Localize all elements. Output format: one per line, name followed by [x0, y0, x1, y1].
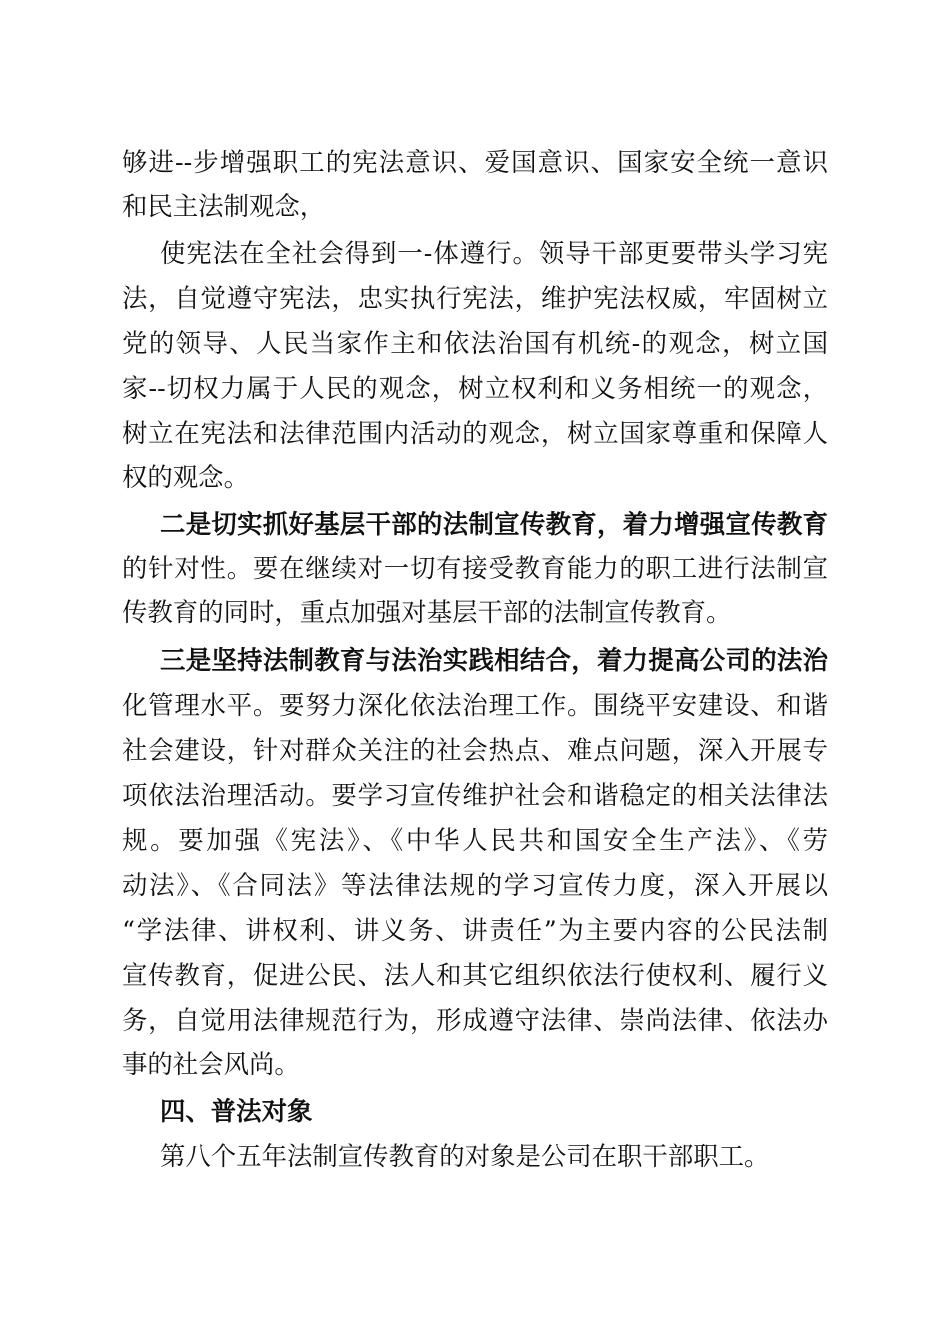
section-heading: 四、普法对象 [160, 1096, 313, 1126]
paragraph-line: 项依法治理活动。要学习宣传维护社会和谐稳定的相关法律法 [122, 780, 828, 810]
paragraph-line: “学法律、讲权利、讲义务、讲责任”为主要内容的公民法制 [122, 915, 828, 945]
paragraph-line: 传教育的同时，重点加强对基层干部的法制宣传教育。 [122, 597, 732, 627]
paragraph-line: 权的观念。 [122, 462, 249, 492]
paragraph-line: 够进--步增强职工的宪法意识、爱国意识、国家安全统一意识 [122, 147, 828, 177]
paragraph-line: 规。要加强《宪法》、《中华人民共和国安全生产法》、《劳 [122, 825, 828, 855]
paragraph-line: 法，自觉遵守宪法，忠实执行宪法，维护宪法权威，牢固树立 [122, 283, 828, 313]
paragraph-line: 使宪法在全社会得到一-体遵行。领导干部更要带头学习宪 [160, 238, 828, 268]
paragraph-line: 二是切实抓好基层干部的法制宣传教育，着力增强宣传教育 [160, 509, 828, 539]
paragraph-line: 务，自觉用法律规范行为，形成遵守法律、崇尚法律、依法办 [122, 1005, 828, 1035]
paragraph-line: 化管理水平。要努力深化依法治理工作。围绕平安建设、和谐 [122, 690, 828, 720]
paragraph-line: 社会建设，针对群众关注的社会热点、难点问题，深入开展专 [122, 735, 828, 765]
paragraph-line: 事的社会风尚。 [122, 1049, 300, 1079]
paragraph-line: 动法》、《合同法》等法律法规的学习宣传力度，深入开展以 [122, 870, 828, 900]
paragraph-line: 树立在宪法和法律范围内活动的观念，树立国家尊重和保障人 [122, 418, 828, 448]
paragraph-line: 家--切权力属于人民的观念，树立权利和义务相统一的观念， [122, 373, 828, 403]
paragraph-line: 宣传教育，促进公民、法人和其它组织依法行使权利、履行义 [122, 960, 828, 990]
paragraph-line: 和民主法制观念， [122, 191, 326, 221]
closing-sentence: 第八个五年法制宣传教育的对象是公司在职干部职工。 [160, 1141, 770, 1171]
paragraph-line: 三是坚持法制教育与法治实践相结合，着力提高公司的法治 [160, 645, 828, 675]
paragraph-line: 党的领导、人民当家作主和依法治国有机统-的观念，树立国 [122, 328, 828, 358]
paragraph-line: 的针对性。要在继续对一切有接受教育能力的职工进行法制宣 [122, 553, 828, 583]
